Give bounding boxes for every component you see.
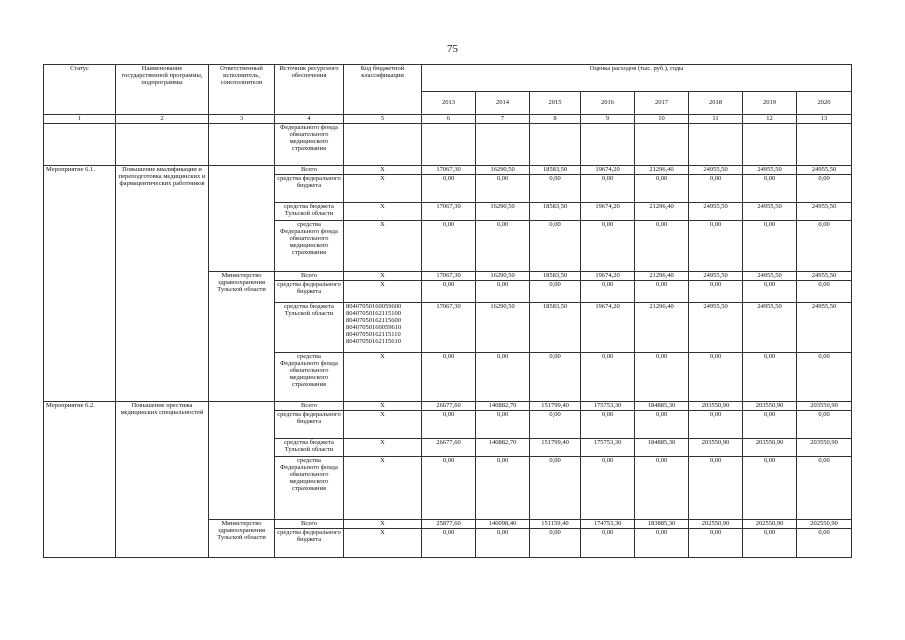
value-cell-2020: 0,00 [797,411,852,439]
value-cell-2019: 0,00 [743,411,797,439]
value-cell-2017: 184885,30 [635,402,689,411]
budget-code-cell: X [344,203,422,221]
value-cell-2017: 0,00 [635,221,689,272]
value-cell-2018: 0,00 [689,175,743,203]
value-cell-2015: 18583,50 [530,166,581,175]
value-cell-2017: 0,00 [635,411,689,439]
value-cell-2015: 0,00 [530,175,581,203]
value-cell-2014: 16290,50 [476,303,530,353]
value-cell-2013: 0,00 [422,457,476,520]
value-cell-2019: 0,00 [743,175,797,203]
name-cell: Повышение квалификации и переподготовка медицинских и фармацевтических работников [116,166,209,402]
value-cell-2013: 17067,30 [422,303,476,353]
name-cell [116,124,209,166]
value-cell-2017: 0,00 [635,175,689,203]
budget-code-cell: X [344,166,422,175]
responsible-cell: Министерство здравоохранения Тульской области [209,272,275,402]
value-cell-2018: 202550,90 [689,520,743,529]
value-cell-2016: 0,00 [581,353,635,402]
year-header-2016: 2016 [581,92,635,115]
value-cell-2019: 203550,90 [743,439,797,457]
source-cell: Всего [275,402,344,411]
status-cell [44,124,116,166]
value-cell-2019: 24955,50 [743,272,797,281]
value-cell-2014: 140882,70 [476,439,530,457]
value-cell-2014: 0,00 [476,457,530,520]
value-cell-2019: 0,00 [743,457,797,520]
value-cell-2013: 0,00 [422,281,476,303]
value-cell-2016: 174753,30 [581,520,635,529]
value-cell-2016: 0,00 [581,411,635,439]
value-cell-2016: 0,00 [581,529,635,558]
column-number-2: 2 [116,115,209,124]
source-cell: средства федерального бюджета [275,281,344,303]
header-responsible: Ответственный исполнитель, соисполнители [209,65,275,115]
budget-code-cell: X [344,529,422,558]
value-cell-2014: 0,00 [476,529,530,558]
value-cell-2020: 0,00 [797,175,852,203]
value-cell-2014: 0,00 [476,221,530,272]
value-cell-2020: 24955,50 [797,303,852,353]
column-number-4: 4 [275,115,344,124]
value-cell-2015: 151159,40 [530,520,581,529]
value-cell-2017: 183885,30 [635,520,689,529]
year-header-2014: 2014 [476,92,530,115]
value-cell-2017: 0,00 [635,457,689,520]
responsible-cell [209,124,275,166]
value-cell-2019 [743,124,797,166]
value-cell-2017: 21296,40 [635,272,689,281]
value-cell-2020: 24955,50 [797,272,852,281]
value-cell-2020 [797,124,852,166]
value-cell-2016: 19674,20 [581,272,635,281]
name-cell: Повышение престижа медицинских специальностей [116,402,209,558]
responsible-cell [209,166,275,272]
value-cell-2018: 24955,50 [689,303,743,353]
value-cell-2016: 175753,30 [581,402,635,411]
budget-code: 80407050160059600 [346,303,402,310]
value-cell-2014: 0,00 [476,281,530,303]
value-cell-2019: 24955,50 [743,166,797,175]
source-cell: Всего [275,166,344,175]
value-cell-2013: 26677,60 [422,402,476,411]
value-cell-2018: 24955,50 [689,166,743,175]
value-cell-2016: 19674,20 [581,166,635,175]
value-cell-2013: 17067,30 [422,272,476,281]
value-cell-2020: 203550,90 [797,402,852,411]
value-cell-2016: 0,00 [581,457,635,520]
value-cell-2019: 203550,90 [743,402,797,411]
value-cell-2016: 19674,20 [581,303,635,353]
value-cell-2015: 0,00 [530,353,581,402]
value-cell-2015: 0,00 [530,529,581,558]
value-cell-2020: 24955,50 [797,203,852,221]
column-number-1: 1 [44,115,116,124]
value-cell-2018: 0,00 [689,457,743,520]
status-cell: Мероприятие 6.2. [44,402,116,558]
page-number: 75 [447,43,458,55]
value-cell-2013: 26677,60 [422,439,476,457]
value-cell-2015: 18583,50 [530,203,581,221]
value-cell-2018: 0,00 [689,411,743,439]
value-cell-2020: 0,00 [797,457,852,520]
value-cell-2013: 0,00 [422,175,476,203]
value-cell-2013: 0,00 [422,529,476,558]
value-cell-2017 [635,124,689,166]
budget-code-cell [344,124,422,166]
value-cell-2018: 24955,50 [689,272,743,281]
budget-code-cell [344,303,422,353]
column-number-3: 3 [209,115,275,124]
value-cell-2013: 0,00 [422,221,476,272]
value-cell-2014: 0,00 [476,175,530,203]
value-cell-2019: 0,00 [743,281,797,303]
value-cell-2013: 25877,60 [422,520,476,529]
budget-code-cell: X [344,272,422,281]
value-cell-2019: 24955,50 [743,203,797,221]
value-cell-2014: 16290,50 [476,272,530,281]
year-header-2017: 2017 [635,92,689,115]
responsible-cell [209,402,275,520]
source-cell: средства бюджета Тульской области [275,203,344,221]
budget-code: 80407050162115610 [346,338,402,346]
source-cell: средства бюджета Тульской области [275,303,344,353]
budget-code: 80407050160059610 [346,324,402,332]
budget-code: 80407050162115110 [346,331,401,339]
budget-code-cell: X [344,353,422,402]
value-cell-2014: 0,00 [476,411,530,439]
value-cell-2018: 203550,90 [689,439,743,457]
value-cell-2016: 175753,30 [581,439,635,457]
table-row [44,124,852,166]
value-cell-2017: 21296,40 [635,303,689,353]
table-row [44,166,852,175]
value-cell-2014: 140098,40 [476,520,530,529]
value-cell-2019: 24955,50 [743,303,797,353]
source-cell: средства Федерального фонда обязательного медицинского страхования [275,353,344,402]
source-cell: Федерального фонда обязательного медицинского страхования [275,124,344,166]
value-cell-2019: 202550,90 [743,520,797,529]
value-cell-2016: 19674,20 [581,203,635,221]
source-cell: Всего [275,272,344,281]
value-cell-2014: 16290,50 [476,166,530,175]
value-cell-2020: 0,00 [797,221,852,272]
budget-code-cell: X [344,221,422,272]
value-cell-2015: 0,00 [530,221,581,272]
value-cell-2013 [422,124,476,166]
value-cell-2016: 0,00 [581,281,635,303]
value-cell-2018: 203550,90 [689,402,743,411]
header-source: Источник ресурсного обеспечения [275,65,344,115]
value-cell-2020: 0,00 [797,353,852,402]
budget-table [43,64,852,558]
value-cell-2017: 0,00 [635,353,689,402]
column-number-5: 5 [344,115,422,124]
value-cell-2018 [689,124,743,166]
column-number-12: 12 [743,115,797,124]
column-number-10: 10 [635,115,689,124]
column-number-7: 7 [476,115,530,124]
header-name: Наименование государственной программы, подпрограммы [116,65,209,115]
source-cell: средства бюджета Тульской области [275,439,344,457]
value-cell-2014: 16290,50 [476,203,530,221]
year-header-2013: 2013 [422,92,476,115]
year-header-2019: 2019 [743,92,797,115]
column-number-8: 8 [530,115,581,124]
value-cell-2015: 0,00 [530,281,581,303]
value-cell-2015 [530,124,581,166]
value-cell-2015: 151799,40 [530,439,581,457]
value-cell-2017: 21296,40 [635,166,689,175]
value-cell-2020: 202550,90 [797,520,852,529]
budget-code-cell: X [344,175,422,203]
year-header-2018: 2018 [689,92,743,115]
year-header-2020: 2020 [797,92,852,115]
value-cell-2020: 24955,50 [797,166,852,175]
value-cell-2017: 0,00 [635,529,689,558]
value-cell-2014: 0,00 [476,353,530,402]
header-code: Код бюджетной классификации [344,65,422,115]
budget-code: 80407050162115100 [346,310,402,318]
value-cell-2013: 0,00 [422,353,476,402]
value-cell-2017: 0,00 [635,281,689,303]
source-cell: средства федерального бюджета [275,175,344,203]
header-estimate: Оценка расходов (тыс. руб.), годы [422,65,852,92]
value-cell-2014: 140882,70 [476,402,530,411]
value-cell-2018: 0,00 [689,221,743,272]
column-number-13: 13 [797,115,852,124]
value-cell-2015: 18583,50 [530,303,581,353]
source-cell: средства Федерального фонда обязательного медицинского страхования [275,221,344,272]
value-cell-2015: 0,00 [530,411,581,439]
value-cell-2016: 0,00 [581,221,635,272]
budget-code-cell: X [344,402,422,411]
value-cell-2015: 0,00 [530,457,581,520]
value-cell-2016 [581,124,635,166]
budget-code-cell: X [344,411,422,439]
value-cell-2015: 151799,40 [530,402,581,411]
source-cell: средства Федерального фонда обязательного медицинского страхования [275,457,344,520]
source-cell: средства федерального бюджета [275,529,344,558]
column-number-11: 11 [689,115,743,124]
value-cell-2018: 0,00 [689,529,743,558]
value-cell-2015: 18583,50 [530,272,581,281]
value-cell-2013: 0,00 [422,411,476,439]
value-cell-2016: 0,00 [581,175,635,203]
budget-code-cell: X [344,281,422,303]
value-cell-2018: 0,00 [689,353,743,402]
budget-code-cell: X [344,520,422,529]
responsible-cell: Министерство здравоохранения Тульской области [209,520,275,558]
header-status: Статус [44,65,116,115]
value-cell-2020: 203550,90 [797,439,852,457]
value-cell-2018: 0,00 [689,281,743,303]
value-cell-2019: 0,00 [743,221,797,272]
source-cell: средства федерального бюджета [275,411,344,439]
budget-code: 80407050162115600 [346,317,402,325]
value-cell-2017: 184885,30 [635,439,689,457]
value-cell-2020: 0,00 [797,529,852,558]
value-cell-2013: 17067,30 [422,166,476,175]
value-cell-2014 [476,124,530,166]
column-number-9: 9 [581,115,635,124]
status-cell: Мероприятие 6.1. [44,166,116,402]
budget-code-cell: X [344,457,422,520]
value-cell-2019: 0,00 [743,529,797,558]
value-cell-2020: 0,00 [797,281,852,303]
table-row [44,402,852,411]
value-cell-2013: 17067,30 [422,203,476,221]
value-cell-2018: 24955,50 [689,203,743,221]
source-cell: Всего [275,520,344,529]
value-cell-2017: 21296,40 [635,203,689,221]
value-cell-2019: 0,00 [743,353,797,402]
budget-code-cell: X [344,439,422,457]
year-header-2015: 2015 [530,92,581,115]
column-number-6: 6 [422,115,476,124]
